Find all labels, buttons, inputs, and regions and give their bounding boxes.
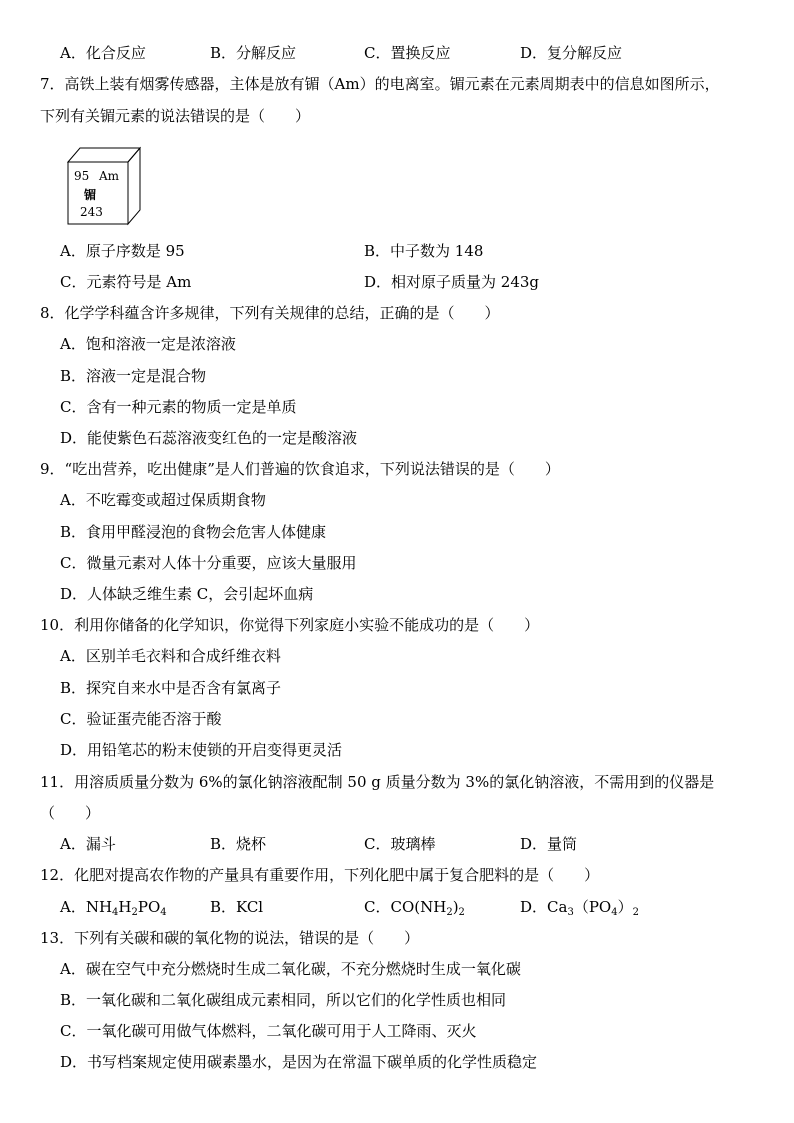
element-name: 镅 xyxy=(84,188,97,202)
q8-option-d: D．能使紫色石蕊溶液变红色的一定是酸溶液 xyxy=(60,429,358,447)
q12-a-sub3: 4 xyxy=(160,907,167,918)
q10-option-b: B．探究自来水中是否含有氯离子 xyxy=(60,679,282,697)
q12-d-sub2: 4 xyxy=(611,907,618,918)
q12-a-mid2: PO xyxy=(137,898,161,916)
q7-stem-line1: 7．高铁上装有烟雾传感器，主体是放有镅（Am）的电离室。镅元素在元素周期表中的信息如图所示， xyxy=(40,75,720,93)
q13-option-b: B．一氧化碳和二氧化碳组成元素相同，所以它们的化学性质也相同 xyxy=(60,991,507,1009)
q12-d-pre: D．Ca xyxy=(520,898,568,916)
q12-c-pre: C．CO(NH xyxy=(364,898,447,916)
q12-stem: 12．化肥对提高农作物的产量具有重要作用，下列化肥中属于复合肥料的是（ ） xyxy=(40,866,600,884)
q11-option-d: D．量筒 xyxy=(520,835,578,853)
q13-stem: 13．下列有关碳和碳的氧化物的说法，错误的是（ ） xyxy=(40,929,420,947)
q13-option-d: D．书写档案规定使用碳素墨水，是因为在常温下碳单质的化学性质稳定 xyxy=(60,1053,538,1071)
q6-option-c: C．置换反应 xyxy=(364,44,451,62)
q12-option-d xyxy=(520,897,639,917)
q10-option-c: C．验证蛋壳能否溶于酸 xyxy=(60,710,222,728)
q12-a-pre: A．NH xyxy=(60,898,113,916)
q7-stem-line2: 下列有关镅元素的说法错误的是（ ） xyxy=(40,107,311,125)
q7-option-c: C．元素符号是 Am xyxy=(60,273,192,291)
q13-option-c: C．一氧化碳可用做气体燃料，二氧化碳可用于人工降雨、灭火 xyxy=(60,1022,477,1040)
q10-stem: 10．利用你储备的化学知识，你觉得下列家庭小实验不能成功的是（ ） xyxy=(40,616,540,634)
q9-stem: 9．“吃出营养，吃出健康”是人们普遍的饮食追求，下列说法错误的是（ ） xyxy=(40,460,560,478)
element-symbol: Am xyxy=(99,169,120,183)
element-atomic-mass: 243 xyxy=(80,205,103,219)
q11-stem-line1: 11．用溶质质量分数为 6%的氯化钠溶液配制 50 g 质量分数为 3%的氯化钠溶液，不需用到的仪器是 xyxy=(40,773,715,791)
q7-option-b: B．中子数为 148 xyxy=(364,242,484,260)
q6-option-d: D．复分解反应 xyxy=(520,44,623,62)
q11-option-a: A．漏斗 xyxy=(60,835,116,853)
q8-option-b: B．溶液一定是混合物 xyxy=(60,367,207,385)
q9-option-c: C．微量元素对人体十分重要，应该大量服用 xyxy=(60,554,357,572)
q12-c-mid: ) xyxy=(452,898,459,916)
q11-option-b: B．烧杯 xyxy=(210,835,267,853)
q12-b-text: B．KCl xyxy=(210,898,264,916)
q12-d-sub3: 2 xyxy=(632,907,639,918)
q11-option-c: C．玻璃棒 xyxy=(364,835,436,853)
q12-d-sub1: 3 xyxy=(567,907,574,918)
q13-option-a: A．碳在空气中充分燃烧时生成二氧化碳，不充分燃烧时生成一氧化碳 xyxy=(60,960,521,978)
q7-option-a: A．原子序数是 95 xyxy=(60,242,185,260)
q10-option-d: D．用铅笔芯的粉末使锁的开启变得更灵活 xyxy=(60,741,343,759)
q8-stem: 8．化学学科蕴含许多规律，下列有关规律的总结，正确的是（ ） xyxy=(40,304,500,322)
q12-a-sub1: 4 xyxy=(112,907,119,918)
q9-option-d: D．人体缺乏维生素 C，会引起坏血病 xyxy=(60,585,314,603)
q9-option-a: A．不吃霉变或超过保质期食物 xyxy=(60,491,266,509)
q11-stem-line2: （ ） xyxy=(40,804,101,822)
q12-c-sub1: 2 xyxy=(446,907,453,918)
q8-option-c: C．含有一种元素的物质一定是单质 xyxy=(60,398,297,416)
q12-option-c xyxy=(364,897,465,917)
q12-d-mid2: ） xyxy=(617,898,633,916)
q9-option-b: B．食用甲醛浸泡的食物会危害人体健康 xyxy=(60,523,327,541)
q12-a-sub2: 2 xyxy=(131,907,138,918)
q12-option-a xyxy=(60,897,167,917)
q6-option-a: A．化合反应 xyxy=(60,44,146,62)
q7-option-d: D．相对原子质量为 243g xyxy=(364,273,540,291)
q10-option-a: A．区别羊毛衣料和合成纤维衣料 xyxy=(60,647,281,665)
q12-a-mid: H xyxy=(118,898,132,916)
element-cell-americium xyxy=(58,142,150,228)
q6-option-b: B．分解反应 xyxy=(210,44,297,62)
element-atomic-number: 95 xyxy=(74,169,90,183)
q12-option-b xyxy=(210,897,263,917)
q12-d-mid: （PO xyxy=(573,898,612,916)
q8-option-a: A．饱和溶液一定是浓溶液 xyxy=(60,335,236,353)
q12-c-sub2: 2 xyxy=(458,907,465,918)
cube-outline xyxy=(58,142,150,228)
